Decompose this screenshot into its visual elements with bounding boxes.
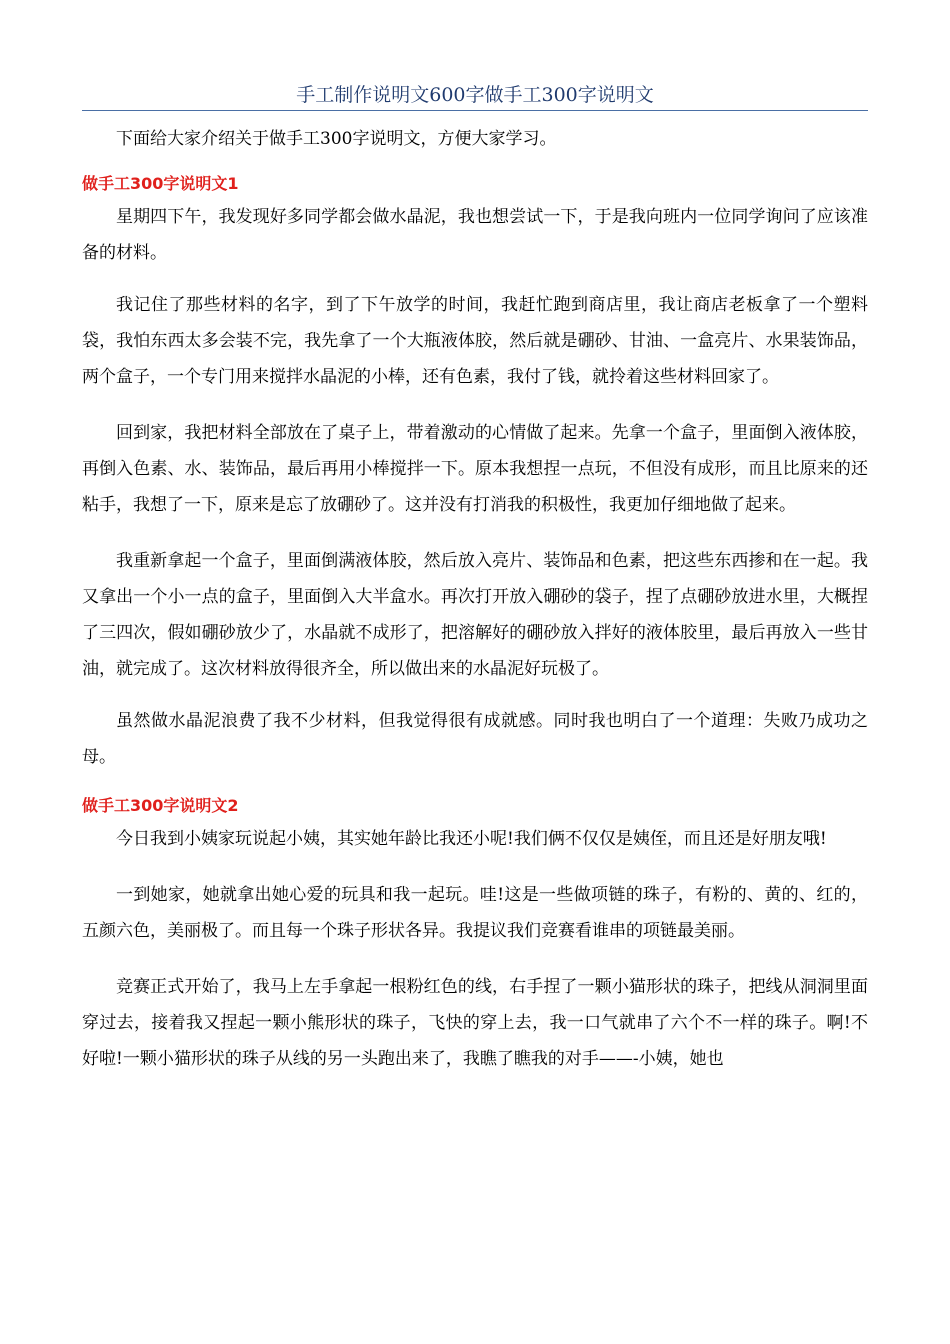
- section-title: 做手工300字说明文1: [82, 174, 239, 193]
- page-header-title: 手工制作说明文600字做手工300字说明文: [296, 84, 654, 106]
- section-title: 做手工300字说明文2: [82, 796, 239, 815]
- paragraph: 回到家，我把材料全部放在了桌子上，带着激动的心情做了起来。先拿一个盒子，里面倒入液体胶，再倒入色素、水、装饰品，最后再用小棒搅拌一下。原本我想捏一点玩，不但没有成形，而且比原来的还粘手，我想了一下，原来是忘了放硼砂了。这并没有打消我的积极性，我更加仔细地做了起来。: [82, 423, 868, 515]
- paragraph: 虽然做水晶泥浪费了我不少材料，但我觉得很有成就感。同时我也明白了一个道理：失败乃成功之母。: [82, 711, 868, 767]
- header-divider: [82, 110, 868, 111]
- section-1: [82, 169, 868, 775]
- paragraph: 今日我到小姨家玩说起小姨，其实她年龄比我还小呢!我们俩不仅仅是姨侄，而且还是好朋友哦!: [116, 829, 827, 849]
- paragraph: 我记住了那些材料的名字，到了下午放学的时间，我赶忙跑到商店里，我让商店老板拿了一个塑料袋，我怕东西太多会装不完，我先拿了一个大瓶液体胶，然后就是硼砂、甘油、一盒亮片、水果装饰品，两个盒子，一个专门用来搅拌水晶泥的小棒，还有色素，我付了钱，就拎着这些材料回家了。: [82, 295, 868, 387]
- document-body: [82, 121, 868, 1097]
- paragraph: 星期四下午，我发现好多同学都会做水晶泥，我也想尝试一下，于是我向班内一位同学询问了应该准备的材料。: [82, 207, 868, 263]
- paragraph: 一到她家，她就拿出她心爱的玩具和我一起玩。哇!这是一些做项链的珠子，有粉的、黄的、红的，五颜六色，美丽极了。而且每一个珠子形状各异。我提议我们竞赛看谁串的项链最美丽。: [82, 885, 868, 941]
- paragraph: 我重新拿起一个盒子，里面倒满液体胶，然后放入亮片、装饰品和色素，把这些东西掺和在一起。我又拿出一个小一点的盒子，里面倒入大半盒水。再次打开放入硼砂的袋子，捏了点硼砂放进水里，大概捏了三四次，假如硼砂放少了，水晶就不成形了，把溶解好的硼砂放入拌好的液体胶里，最后再放入一些甘油，就完成了。这次材料放得很齐全，所以做出来的水晶泥好玩极了。: [82, 551, 868, 679]
- section-2: [82, 791, 868, 1077]
- paragraph: 竞赛正式开始了，我马上左手拿起一根粉红色的线，右手捏了一颗小猫形状的珠子，把线从洞洞里面穿过去，接着我又捏起一颗小熊形状的珠子，飞快的穿上去，我一口气就串了六个不一样的珠子。啊!不好啦!一颗小猫形状的珠子从线的另一头跑出来了，我瞧了瞧我的对手——-小姨，她也: [82, 977, 868, 1069]
- intro-paragraph: 下面给大家介绍关于做手工300字说明文，方便大家学习。: [116, 129, 557, 149]
